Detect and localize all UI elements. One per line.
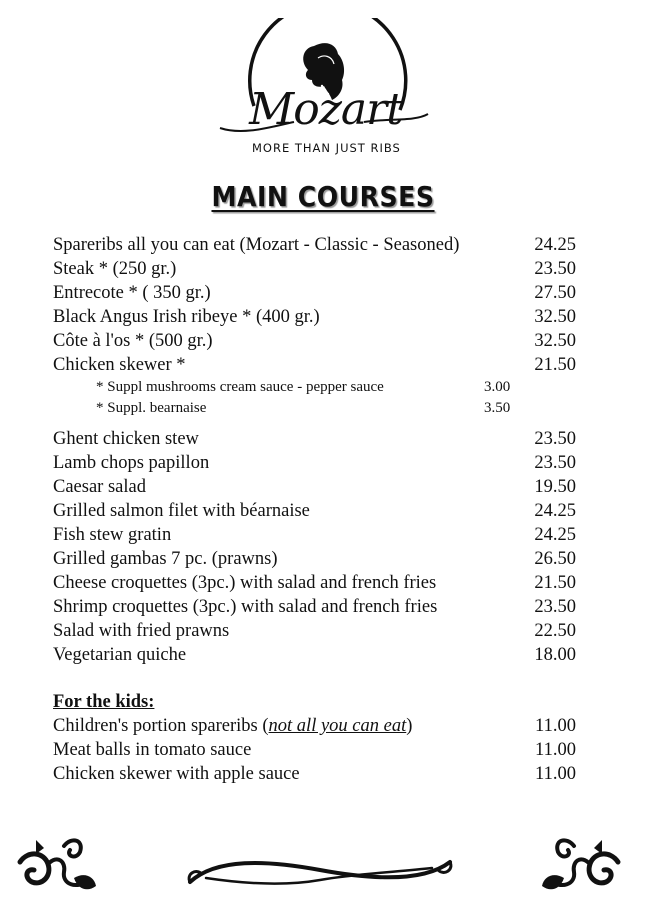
supplement-name: * Suppl mushrooms cream sauce - pepper sauce — [96, 379, 384, 395]
item-price: 11.00 — [535, 740, 576, 760]
item-price: 19.50 — [534, 477, 576, 497]
menu-item — [53, 329, 583, 353]
right-ornament-icon — [538, 832, 624, 898]
item-price: 21.50 — [534, 573, 576, 593]
item-name: Meat balls in tomato sauce — [53, 740, 252, 760]
item-name: Chicken skewer * — [53, 355, 186, 375]
menu-item — [53, 257, 583, 281]
supplement-item — [53, 398, 583, 419]
kids-section-heading: For the kids: — [53, 692, 155, 712]
item-name: Grilled gambas 7 pc. (prawns) — [53, 549, 278, 569]
item-price: 32.50 — [534, 331, 576, 351]
item-price: 11.00 — [535, 716, 576, 736]
item-name: Steak * (250 gr.) — [53, 259, 177, 279]
menu-list — [53, 233, 583, 786]
item-name: Chicken skewer with apple sauce — [53, 764, 300, 784]
item-price: 23.50 — [534, 429, 576, 449]
item-name: Children's portion spareribs (not all you can eat) — [53, 716, 413, 736]
left-ornament-icon — [14, 832, 100, 898]
item-name: Grilled salmon filet with béarnaise — [53, 501, 310, 521]
menu-item — [53, 451, 583, 475]
logo-wordmark: Mozart — [249, 84, 403, 135]
menu-item — [53, 595, 583, 619]
center-flourish-icon — [186, 852, 454, 892]
menu-item — [53, 762, 583, 786]
menu-item — [53, 233, 583, 257]
item-price: 23.50 — [534, 597, 576, 617]
supplement-price: 3.00 — [484, 379, 511, 395]
item-price: 23.50 — [534, 259, 576, 279]
menu-item — [53, 643, 583, 667]
item-name: Entrecote * ( 350 gr.) — [53, 283, 211, 303]
menu-item — [53, 475, 583, 499]
item-name: Caesar salad — [53, 477, 146, 497]
menu-item — [53, 523, 583, 547]
item-name: Cheese croquettes (3pc.) with salad and french fries — [53, 573, 437, 593]
item-name: Shrimp croquettes (3pc.) with salad and french fries — [53, 597, 438, 617]
item-name: Ghent chicken stew — [53, 429, 199, 449]
item-price: 27.50 — [534, 283, 576, 303]
menu-item — [53, 714, 583, 738]
menu-item — [53, 427, 583, 451]
menu-item — [53, 499, 583, 523]
logo-tagline: MORE THAN JUST RIBS — [252, 141, 401, 155]
item-price: 23.50 — [534, 453, 576, 473]
item-note: not all you can eat — [268, 716, 407, 736]
menu-item — [53, 738, 583, 762]
item-name: Salad with fried prawns — [53, 621, 230, 641]
item-price: 24.25 — [534, 235, 576, 255]
supplement-price: 3.50 — [484, 400, 511, 416]
item-price: 24.25 — [534, 501, 576, 521]
item-name: Lamb chops papillon — [53, 453, 210, 473]
supplement-item — [53, 377, 583, 398]
menu-item — [53, 619, 583, 643]
item-name: Spareribs all you can eat (Mozart - Classic - Seasoned) — [53, 235, 460, 255]
page-title: MAIN COURSES — [211, 180, 435, 213]
item-name: Côte à l'os * (500 gr.) — [53, 331, 213, 351]
menu-item — [53, 571, 583, 595]
item-price: 26.50 — [534, 549, 576, 569]
item-price: 11.00 — [535, 764, 576, 784]
item-price: 24.25 — [534, 525, 576, 545]
menu-item — [53, 353, 583, 377]
item-price: 22.50 — [534, 621, 576, 641]
menu-item — [53, 547, 583, 571]
item-name: Fish stew gratin — [53, 525, 172, 545]
item-price: 32.50 — [534, 307, 576, 327]
menu-item — [53, 281, 583, 305]
menu-item — [53, 305, 583, 329]
item-price: 18.00 — [534, 645, 576, 665]
item-name: Vegetarian quiche — [53, 645, 187, 665]
item-price: 21.50 — [534, 355, 576, 375]
item-name: Black Angus Irish ribeye * (400 gr.) — [53, 307, 320, 327]
supplement-name: * Suppl. bearnaise — [96, 400, 207, 416]
